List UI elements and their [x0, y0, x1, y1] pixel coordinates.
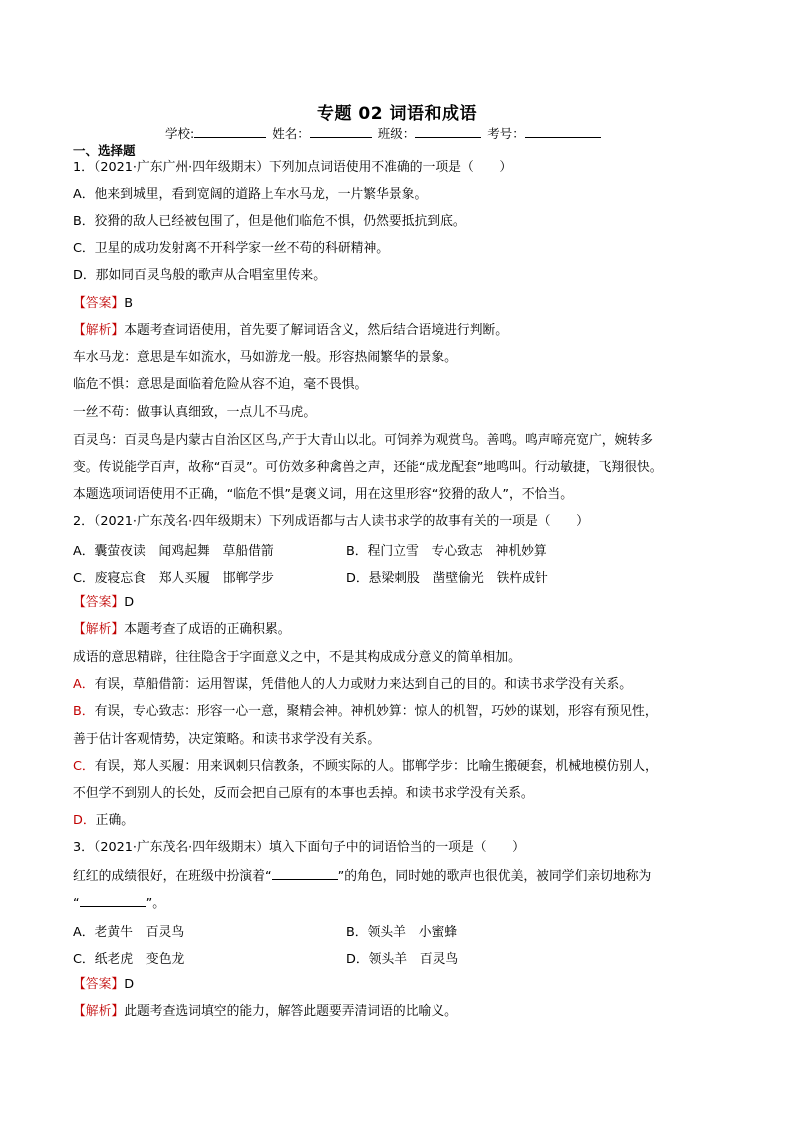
exam-no-blank[interactable]	[525, 125, 601, 138]
analysis-tag: 【解析】	[73, 1004, 125, 1019]
q2-option-c: C．废寝忘食 郑人买履 邯郸学步	[73, 571, 274, 586]
section-heading: 一、选择题	[73, 143, 136, 158]
sentence-part: ”。	[145, 896, 166, 911]
q1-option-a: A．他来到城里，看到宽阔的道路上车水马龙，一片繁华景象。	[73, 187, 428, 202]
name-blank[interactable]	[310, 125, 372, 138]
item-prefix: B．	[73, 704, 95, 719]
item-prefix: C．	[73, 759, 95, 774]
fill-blank-1[interactable]	[272, 867, 338, 880]
answer-tag: 【答案】	[73, 296, 125, 311]
q3-option-d: D．领头羊 百灵鸟	[346, 952, 459, 967]
analysis-text: 本题考查了成语的正确积累。	[124, 622, 291, 637]
q2-analysis-item-a	[73, 676, 632, 694]
q1-option-d: D．那如同百灵鸟般的歌声从合唱室里传来。	[73, 268, 326, 283]
page-title: 专题 02 词语和成语	[317, 104, 477, 124]
q2-option-d: D．悬梁刺股 凿壁偷光 铁杵成针	[346, 571, 548, 586]
q1-analysis-line: 一丝不苟：做事认真细致，一点儿不马虎。	[73, 405, 317, 420]
school-label: 学校:	[165, 126, 195, 141]
student-info-line	[165, 124, 603, 142]
analysis-text: 本题考查词语使用，首先要了解词语含义，然后结合语境进行判断。	[124, 323, 509, 338]
answer-value: D	[124, 595, 135, 610]
q1-option-b: B．狡猾的敌人已经被包围了，但是他们临危不惧，仍然要抵抗到底。	[73, 214, 466, 229]
q2-answer	[73, 594, 134, 612]
q2-options-row-1	[73, 540, 547, 559]
q2-analysis-item-b	[73, 703, 658, 721]
name-label: 姓名：	[272, 126, 310, 141]
q2-options-row-2	[73, 567, 548, 586]
analysis-tag: 【解析】	[73, 323, 125, 338]
fill-blank-2[interactable]	[80, 894, 146, 907]
item-text: 正确。	[95, 813, 135, 828]
q2-analysis-item-d	[73, 812, 134, 830]
item-text: 有误，郑人买履：用来讽刺只信教条，不顾实际的人。邯郸学步：比喻生搬硬套，机械地模仿别人，	[94, 759, 658, 774]
q1-analysis-line: 变。传说能学百声，故称“百灵”。可仿效多种禽兽之声，还能“成龙配套”地鸣叫。行动敏捷，飞翔很快。	[73, 460, 663, 475]
q3-stem: 3．（2021·广东茂名·四年级期末）填入下面句子中的词语恰当的一项是（ ）	[73, 840, 525, 855]
q2-analysis-item-c	[73, 758, 658, 776]
q3-sentence-line-1	[73, 867, 651, 886]
q3-option-b: B．领头羊 小蜜蜂	[346, 925, 458, 940]
item-prefix: D．	[73, 813, 96, 828]
q2-analysis-first	[73, 621, 291, 639]
q2-option-b: B．程门立雪 专心致志 神机妙算	[346, 544, 547, 559]
q1-analysis-line: 临危不惧：意思是面临着危险从容不迫，毫不畏惧。	[73, 377, 368, 392]
item-text: 有误，专心致志：形容一心一意，聚精会神。神机妙算：惊人的机智，巧妙的谋划，形容有预见性，	[94, 704, 658, 719]
analysis-tag: 【解析】	[73, 622, 125, 637]
q1-answer	[73, 295, 133, 313]
q1-stem: 1．（2021·广东广州·四年级期末）下列加点词语使用不准确的一项是（ ）	[73, 160, 513, 175]
q3-option-c: C．纸老虎 变色龙	[73, 952, 185, 967]
q2-analysis-item-c-cont: 不但学不到别人的长处，反而会把自己原有的本事也丢掉。和读书求学没有关系。	[73, 786, 534, 801]
q1-option-c: C．卫星的成功发射离不开科学家一丝不苟的科研精神。	[73, 241, 390, 256]
q1-analysis-line: 车水马龙：意思是车如流水，马如游龙一般。形容热闹繁华的景象。	[73, 350, 457, 365]
answer-tag: 【答案】	[73, 595, 125, 610]
item-text: 有误，草船借箭：运用智谋，凭借他人的人力或财力来达到自己的目的。和读书求学没有关系。	[94, 677, 633, 692]
class-blank[interactable]	[415, 125, 481, 138]
q3-option-a: A．老黄牛 百灵鸟	[73, 925, 185, 940]
sentence-part: “	[73, 896, 80, 911]
q3-options-row-2	[73, 948, 459, 967]
q3-analysis	[73, 1003, 457, 1021]
q2-option-a: A．囊萤夜读 闻鸡起舞 草船借箭	[73, 544, 274, 559]
q2-analysis-item-b-cont: 善于估计客观情势，决定策略。和读书求学没有关系。	[73, 732, 381, 747]
q2-stem: 2．（2021·广东茂名·四年级期末）下列成语都与古人读书求学的故事有关的一项是（ ）	[73, 514, 589, 529]
sentence-part: ”的角色，同时她的歌声也很优美，被同学们亲切地称为	[337, 869, 652, 884]
q2-analysis-intro: 成语的意思精辟，往往隐含于字面意义之中，不是其构成成分意义的简单相加。	[73, 650, 521, 665]
answer-value: D	[124, 977, 135, 992]
q3-sentence-line-2	[73, 894, 165, 913]
sentence-part: 红红的成绩很好，在班级中扮演着“	[73, 869, 272, 884]
q1-analysis-first	[73, 322, 508, 340]
exam-no-label: 考号：	[487, 126, 525, 141]
answer-tag: 【答案】	[73, 977, 125, 992]
q1-analysis-line: 百灵鸟：百灵鸟是内蒙古自治区区鸟,产于大青山以北。可饲养为观赏鸟。善鸣。鸣声啼亮宽广，婉转多	[73, 433, 653, 448]
analysis-text: 此题考查选词填空的能力，解答此题要弄清词语的比喻义。	[124, 1004, 457, 1019]
class-label: 班级：	[377, 126, 416, 141]
answer-value: B	[124, 296, 133, 311]
q1-analysis-line: 本题选项词语使用不正确，“临危不惧”是褒义词，用在这里形容“狡猾的敌人”，不恰当。	[73, 487, 574, 502]
q3-options-row-1	[73, 921, 458, 940]
item-prefix: A．	[73, 677, 95, 692]
school-blank[interactable]	[194, 125, 266, 138]
q3-answer	[73, 976, 134, 994]
